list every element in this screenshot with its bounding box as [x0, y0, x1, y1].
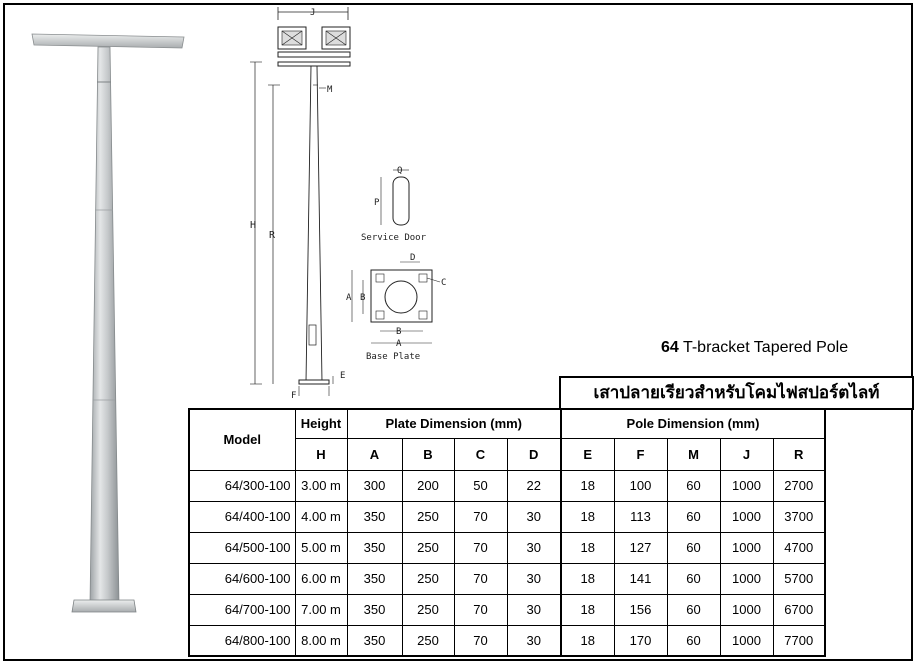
value-cell: 60 [667, 625, 720, 656]
header-plate: Plate Dimension (mm) [347, 409, 561, 438]
label-m: M [327, 85, 333, 95]
value-cell: 1000 [720, 501, 773, 532]
value-cell: 1000 [720, 594, 773, 625]
table-body [189, 470, 825, 656]
header-height: Height [295, 409, 347, 438]
label-c: C [441, 278, 447, 288]
value-cell: 300 [347, 470, 402, 501]
value-cell: 250 [402, 563, 454, 594]
value-cell: 18 [561, 563, 614, 594]
value-cell: 8.00 m [295, 625, 347, 656]
value-cell: 350 [347, 625, 402, 656]
value-cell: 250 [402, 594, 454, 625]
value-cell: 3700 [773, 501, 825, 532]
subheader-cell: E [561, 438, 614, 470]
value-cell: 70 [454, 625, 507, 656]
value-cell: 5700 [773, 563, 825, 594]
spec-table [188, 408, 826, 657]
thai-title: เสาปลายเรียวสำหรับโคมไฟสปอร์ตไลท์ [559, 376, 914, 410]
label-a-bottom: A [396, 339, 402, 349]
value-cell: 156 [614, 594, 667, 625]
value-cell: 60 [667, 532, 720, 563]
label-r: R [269, 230, 276, 241]
subheader-cell: D [507, 438, 561, 470]
value-cell: 7700 [773, 625, 825, 656]
value-cell: 6700 [773, 594, 825, 625]
base-plate-label: Base Plate [366, 352, 421, 362]
label-d: D [410, 253, 416, 263]
subheader-cell: R [773, 438, 825, 470]
value-cell: 60 [667, 563, 720, 594]
table-row [189, 563, 825, 594]
value-cell: 30 [507, 501, 561, 532]
value-cell: 250 [402, 501, 454, 532]
value-cell: 22 [507, 470, 561, 501]
header-pole: Pole Dimension (mm) [561, 409, 825, 438]
label-b-bottom: B [396, 327, 402, 337]
value-cell: 350 [347, 501, 402, 532]
label-b-side: B [360, 293, 366, 303]
value-cell: 1000 [720, 625, 773, 656]
value-cell: 350 [347, 594, 402, 625]
subheader-cell: H [295, 438, 347, 470]
table-row [189, 501, 825, 532]
value-cell: 18 [561, 501, 614, 532]
value-cell: 127 [614, 532, 667, 563]
value-cell: 18 [561, 532, 614, 563]
model-cell: 64/800-100 [189, 625, 295, 656]
label-p: P [374, 198, 380, 208]
subheader-cell: F [614, 438, 667, 470]
value-cell: 30 [507, 594, 561, 625]
value-cell: 18 [561, 625, 614, 656]
subheader-cell: M [667, 438, 720, 470]
value-cell: 30 [507, 563, 561, 594]
value-cell: 100 [614, 470, 667, 501]
value-cell: 170 [614, 625, 667, 656]
value-cell: 70 [454, 563, 507, 594]
value-cell: 5.00 m [295, 532, 347, 563]
product-caption [661, 339, 848, 357]
model-cell: 64/500-100 [189, 532, 295, 563]
label-h: H [250, 220, 257, 231]
value-cell: 60 [667, 594, 720, 625]
service-door-label: Service Door [361, 233, 427, 243]
model-cell: 64/600-100 [189, 563, 295, 594]
label-a-side: A [346, 293, 352, 303]
subheader-cell: B [402, 438, 454, 470]
value-cell: 70 [454, 532, 507, 563]
value-cell: 113 [614, 501, 667, 532]
table-row [189, 532, 825, 563]
value-cell: 4700 [773, 532, 825, 563]
label-f: F [291, 391, 297, 400]
value-cell: 141 [614, 563, 667, 594]
value-cell: 70 [454, 594, 507, 625]
model-cell: 64/300-100 [189, 470, 295, 501]
value-cell: 18 [561, 470, 614, 501]
value-cell: 7.00 m [295, 594, 347, 625]
value-cell: 60 [667, 501, 720, 532]
value-cell: 1000 [720, 563, 773, 594]
label-q: Q [397, 166, 403, 176]
value-cell: 350 [347, 563, 402, 594]
value-cell: 1000 [720, 470, 773, 501]
value-cell: 30 [507, 625, 561, 656]
subheader-cell: C [454, 438, 507, 470]
value-cell: 250 [402, 625, 454, 656]
header-model: Model [189, 409, 295, 470]
value-cell: 18 [561, 594, 614, 625]
value-cell: 3.00 m [295, 470, 347, 501]
value-cell: 2700 [773, 470, 825, 501]
table-row [189, 594, 825, 625]
subheader-cell: J [720, 438, 773, 470]
value-cell: 50 [454, 470, 507, 501]
product-title: T-bracket Tapered Pole [682, 339, 849, 356]
value-cell: 6.00 m [295, 563, 347, 594]
product-number: 64 [661, 339, 679, 356]
subheader-cell: A [347, 438, 402, 470]
value-cell: 250 [402, 532, 454, 563]
model-cell: 64/700-100 [189, 594, 295, 625]
label-j: J [310, 8, 316, 18]
value-cell: 60 [667, 470, 720, 501]
table-row [189, 625, 825, 656]
value-cell: 350 [347, 532, 402, 563]
value-cell: 70 [454, 501, 507, 532]
value-cell: 30 [507, 532, 561, 563]
value-cell: 200 [402, 470, 454, 501]
model-cell: 64/400-100 [189, 501, 295, 532]
value-cell: 4.00 m [295, 501, 347, 532]
value-cell: 1000 [720, 532, 773, 563]
table-row [189, 470, 825, 501]
label-e: E [340, 371, 346, 381]
